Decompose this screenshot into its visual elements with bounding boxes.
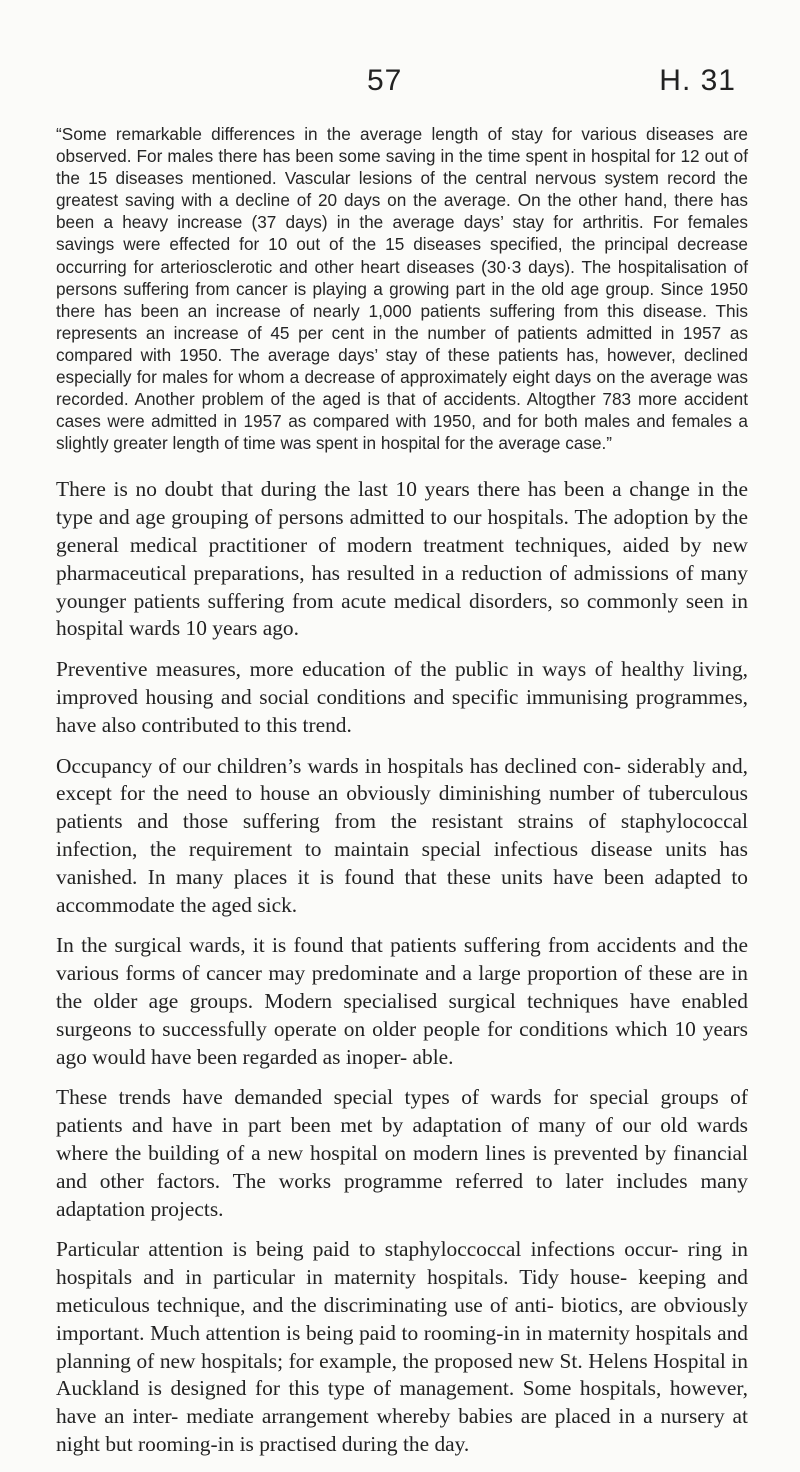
paragraph-change-in-admissions: There is no doubt that during the last 10 years there has been a change in the type and age grouping of persons admitted to our hospitals. The adoption by the general medical practitioner of modern treatment techniques, aided by new pharmaceutical preparations, has resulted in a reduction of admissions of many younger patients suffering from acute medical disorders, so commonly seen in hospital wards 10 years ago. [56,477,748,641]
paragraph-staphylococcal-infections: Particular attention is being paid to staphyloccoccal infections occur- ring in hospitals and in particular in maternity hospitals. Tidy house- keeping and meticulous technique, and the discriminating use of anti- biotics, are obviously important. Much attention is being paid to rooming-in in maternity hospitals and planning of new hospitals; for example, the proposed new St. Helens Hospital in Auckland is designed for this type of management. Some hospitals, however, have an inter- mediate arrangement whereby babies are placed in a nursery at night but rooming-in is practised during the day. [56,1237,748,1456]
report-code: H. 31 [659,64,736,97]
paragraph-surgical-wards: In the surgical wards, it is found that patients suffering from accidents and the various forms of cancer may predominate and a large proportion of these are in the older age groups. Modern specialised surgical techniques have enabled surgeons to successfully operate on older people for conditions which 10 years ago would have been regarded as inoper- able. [56,933,748,1069]
page-header [0,64,800,104]
paragraph-preventive-measures: Preventive measures, more education of the public in ways of healthy living, improved housing and social conditions and specific immunising programmes, have also contributed to this trend. [56,657,748,737]
page-number: 57 [367,64,403,97]
paragraph-special-wards: These trends have demanded special types of wards for special groups of patients and have in part been met by adaptation of many of our old wards where the building of a new hospital on modern lines is prevented by financial and other factors. The works programme referred to later includes many adaptation projects. [56,1085,748,1221]
paragraph-childrens-wards: Occupancy of our children’s wards in hospitals has declined con- siderably and, except for the need to house an obviously diminishing number of tuberculous patients and those suffering from the resistant strains of staphylococcal infection, the requirement to maintain special infectious disease units has vanished. In many places it is found that these units have been adapted to accommodate the aged sick. [56,753,748,917]
quoted-statistics-paragraph: “Some remarkable differences in the average length of stay for various diseases are observed. For males there has been some saving in the time spent in hospital for 12 out of the 15 diseases mentioned. Vascular lesions of the central nervous system record the greatest saving with a decline of 20 days on the average. On the other hand, there has been a heavy increase (37 days) in the average days’ stay for arthritis. For females savings were effected for 10 out of the 15 diseases specified, the principal decrease occurring for arteriosclerotic and other heart diseases (30·3 days). The hospitalisation of persons suffering from cancer is playing a growing part in the old age group. Since 1950 there has been an increase of nearly 1,000 patients suffering from this disease. This represents an increase of 45 per cent in the number of patients admitted in 1957 as compared with 1950. The average days’ stay of these patients has, however, declined especially for males for whom a decrease of approximately eight days on the average was recorded. Another problem of the aged is that of accidents. Altogther 783 more accident cases were admitted in 1957 as compared with 1950, and for both males and females a slightly greater length of time was spent in hospital for the average case.” [56,124,748,454]
page-body [56,123,748,1472]
